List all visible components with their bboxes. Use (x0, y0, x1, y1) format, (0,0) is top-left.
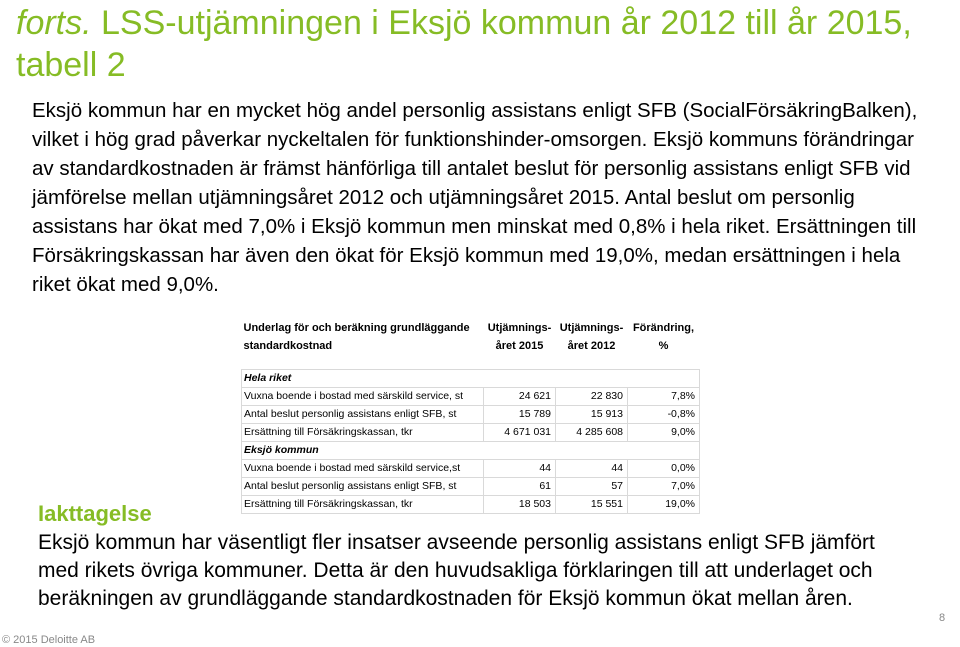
row-label: Vuxna boende i bostad med särskild service, st (242, 388, 484, 406)
value-change: 0,0% (628, 460, 700, 478)
table-row (242, 478, 700, 496)
value-2015: 18 503 (484, 496, 556, 514)
value-change: 19,0% (628, 496, 700, 514)
value-change: 7,8% (628, 388, 700, 406)
value-2012: 4 285 608 (556, 424, 628, 442)
header-label: Underlag för och beräkning grundläggande standardkostnad (243, 322, 470, 352)
copyright-footer: © 2015 Deloitte AB (2, 634, 96, 646)
value-2012: 15 913 (556, 406, 628, 424)
table-row (242, 496, 700, 514)
section-label: Hela riket (242, 370, 700, 388)
section-row-eksjo-kommun (242, 442, 700, 460)
table-row (242, 406, 700, 424)
table-row (242, 460, 700, 478)
value-2015: 24 621 (484, 388, 556, 406)
page-number: 8 (939, 612, 946, 624)
value-change: -0,8% (628, 406, 700, 424)
section-label: Eksjö kommun (242, 442, 700, 460)
value-2012: 15 551 (556, 496, 628, 514)
observation-heading: Iakttagelse (38, 501, 152, 526)
section-row-hela-riket (242, 370, 700, 388)
table-spacer (242, 361, 700, 370)
value-2012: 22 830 (556, 388, 628, 406)
observation-body: Eksjö kommun har väsentligt fler insatser avseende personlig assistans enligt SFB jämfört med rikets övriga kommuner. Detta är den huvudsakliga förklaringen till att underlaget och beräkningen av grundläggande standardkostnaden för Eksjö kommun ökat mellan åren. (38, 531, 875, 610)
row-label: Antal beslut personlig assistans enligt SFB, st (242, 406, 484, 424)
value-2015: 44 (484, 460, 556, 478)
value-change: 9,0% (628, 424, 700, 442)
table-row (242, 388, 700, 406)
value-2012: 57 (556, 478, 628, 496)
value-2012: 44 (556, 460, 628, 478)
table-header-row (242, 315, 700, 361)
row-label: Antal beslut personlig assistans enligt SFB, st (242, 478, 484, 496)
value-2015: 4 671 031 (484, 424, 556, 442)
slide-title (16, 2, 956, 86)
header-change: Förändring, % (632, 322, 695, 352)
row-label: Ersättning till Försäkringskassan, tkr (242, 496, 484, 514)
title-prefix: forts. (16, 4, 92, 42)
intro-paragraph: Eksjö kommun har en mycket hög andel personlig assistans enligt SFB (SocialFörsäkringBalken), vilket i hög grad påverkar nyckeltalen för funktionshinder-omsorgen. Eksjö kommuns förändringar av standardkostnaden är främst hänförliga till antalet beslut för personlig assistans enligt SFB vid jämförelse mellan utjämningsåret 2012 och utjämningsåret 2015. Antal beslut om personlig assistans har ökat med 7,0% i Eksjö kommun men minskat med 0,8% i hela riket. Ersättningen till Försäkringskassan har även den ökat för Eksjö kommun med 19,0%, medan ersättningen i hela riket ökat med 9,0%. (32, 99, 918, 296)
header-2015: Utjämnings-året 2015 (487, 322, 552, 352)
title-main: LSS-utjämningen i Eksjö kommun år 2012 till år 2015, tabell 2 (16, 4, 912, 84)
row-label: Ersättning till Försäkringskassan, tkr (242, 424, 484, 442)
header-2012: Utjämnings-året 2012 (559, 322, 624, 352)
value-2015: 15 789 (484, 406, 556, 424)
row-label: Vuxna boende i bostad med särskild service,st (242, 460, 484, 478)
value-change: 7,0% (628, 478, 700, 496)
table-row (242, 424, 700, 442)
cost-table (241, 315, 700, 514)
value-2015: 61 (484, 478, 556, 496)
